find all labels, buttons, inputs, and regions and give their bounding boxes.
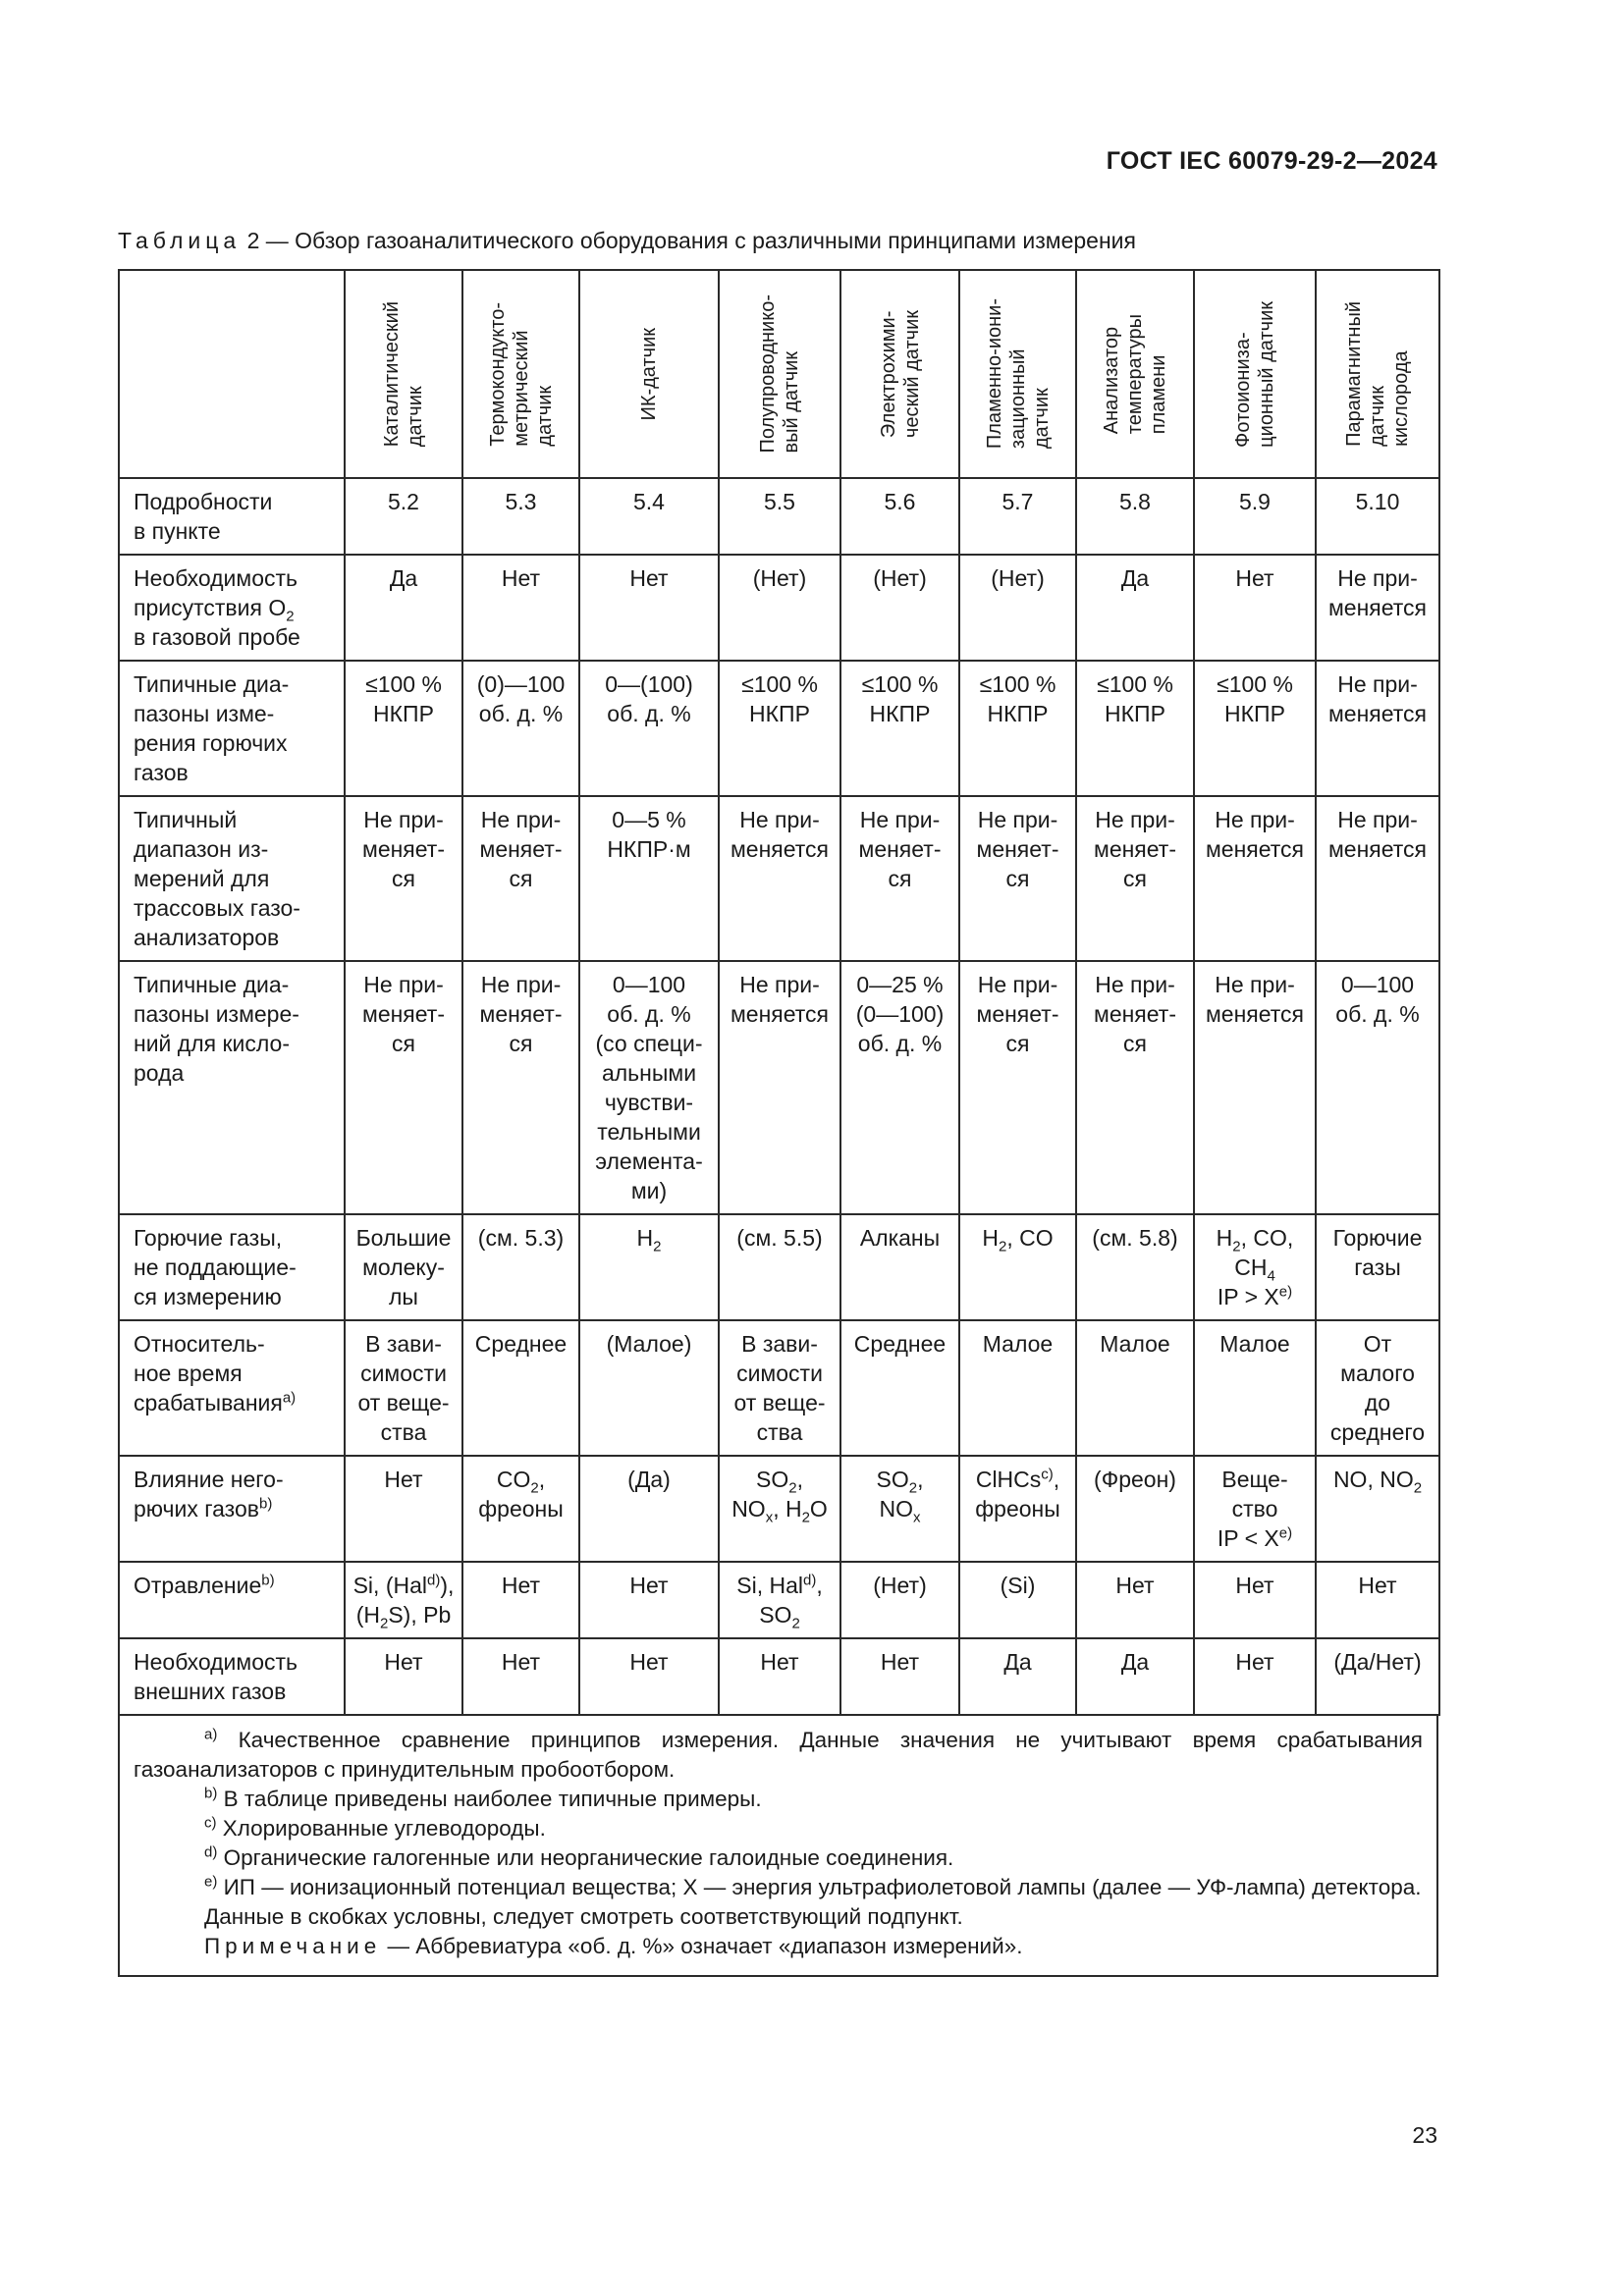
table-cell: ≤100 % НКПР	[1194, 661, 1316, 796]
table-cell: Да	[959, 1638, 1076, 1715]
table-cell: Не при- меняет- ся	[840, 796, 959, 961]
table-cell: Не при- меняет- ся	[959, 796, 1076, 961]
table-row-poisoning	[119, 1562, 1439, 1638]
header-col-thermal-conductivity: Термокондукто- метрический датчик	[462, 270, 579, 478]
table-cell: $CO_2$, фреоны	[462, 1456, 579, 1562]
table-cell: Не при- меняется	[719, 961, 840, 1214]
table-cell: Si, Hal$^{d)}$, $SO_2$	[719, 1562, 840, 1638]
table-cell: ≤100 % НКПР	[840, 661, 959, 796]
table-cell: 5.5	[719, 478, 840, 555]
table-cell: Не при- меняет- ся	[1076, 796, 1194, 961]
table-cell: Не при- меняет- ся	[1076, 961, 1194, 1214]
table-cell: 5.7	[959, 478, 1076, 555]
table-cell: Да	[1076, 1638, 1194, 1715]
table-cell: В зави- симости от веще- ства	[345, 1320, 462, 1456]
table-cell: 5.8	[1076, 478, 1194, 555]
header-col-catalytic: Каталитический датчик	[345, 270, 462, 478]
table-cell: Не при- меняется	[1316, 661, 1439, 796]
gas-analyzer-comparison-table	[118, 269, 1440, 1716]
table-cell: Веще- ство IP < $X^{e)}$	[1194, 1456, 1316, 1562]
table-cell: Нет	[1194, 1638, 1316, 1715]
table-cell: 0—100 об. д. % (со специ- альными чувстви- тельными элемента- ми)	[579, 961, 719, 1214]
row-label: Необходимость присутствия $O_2$ в газовой пробе	[119, 555, 345, 661]
table-cell: Не при- меняет- ся	[462, 961, 579, 1214]
table-cell: $H_2$, CO	[959, 1214, 1076, 1320]
table-cell: ≤100 % НКПР	[719, 661, 840, 796]
table-row-path-range	[119, 796, 1439, 961]
table-cell: (Si)	[959, 1562, 1076, 1638]
header-col-ir: ИК-датчик	[579, 270, 719, 478]
table-cell: Нет	[579, 555, 719, 661]
header-col-flame-temperature: Анализатор температуры пламени	[1076, 270, 1194, 478]
table-cell: (Малое)	[579, 1320, 719, 1456]
table-title-text: 2 — Обзор газоаналитического оборудования с различными принципами измерения	[241, 228, 1136, 253]
row-label: Горючие газы, не поддающие- ся измерению	[119, 1214, 345, 1320]
table-note: Примечание — Аббревиатура «об. д. %» означает «диапазон измерений».	[204, 1934, 1023, 1958]
table-row-details	[119, 478, 1439, 555]
footnote-a: $^{a)}$ Качественное сравнение принципов измерения. Данные значения не учитывают время срабатывания газоанализаторов с принудительным пробоотбором.	[134, 1726, 1423, 1782]
row-label: Типичные диа- пазоны измере- ний для кисло- рода	[119, 961, 345, 1214]
table-cell: Нет	[1194, 1562, 1316, 1638]
table-cell: Не при- меняет- ся	[345, 796, 462, 961]
table-row-response-time	[119, 1320, 1439, 1456]
table-cell: (Фреон)	[1076, 1456, 1194, 1562]
table-cell: $H_2$	[579, 1214, 719, 1320]
page-number: 23	[1412, 2122, 1437, 2148]
table-row-oxygen-ranges	[119, 961, 1439, 1214]
table-cell: Алканы	[840, 1214, 959, 1320]
table-cell: Малое	[1194, 1320, 1316, 1456]
gas-analyzer-table-container	[118, 269, 1438, 1977]
table-cell: (см. 5.5)	[719, 1214, 840, 1320]
table-cell: NO, $NO_2$	[1316, 1456, 1439, 1562]
table-row-o2-need	[119, 555, 1439, 661]
table-cell: Среднее	[840, 1320, 959, 1456]
table-cell: Не при- меняется	[719, 796, 840, 961]
table-cell: Не при- меняется	[1194, 796, 1316, 961]
table-cell: (Нет)	[840, 555, 959, 661]
table-cell: Не при- меняется	[1316, 796, 1439, 961]
table-cell: Не при- меняет- ся	[959, 961, 1076, 1214]
table-cell: (Нет)	[840, 1562, 959, 1638]
table-cell: $H_2$, CO, $CH_4$ IP > $X^{e)}$	[1194, 1214, 1316, 1320]
table-row-non-measurable	[119, 1214, 1439, 1320]
table-row-non-combustible	[119, 1456, 1439, 1562]
table-cell: ClHCs$^{c)}$, фреоны	[959, 1456, 1076, 1562]
table-cell: Нет	[579, 1638, 719, 1715]
table-cell: 5.10	[1316, 478, 1439, 555]
table-cell: 5.3	[462, 478, 579, 555]
table-cell: Нет	[579, 1562, 719, 1638]
table-cell: (см. 5.3)	[462, 1214, 579, 1320]
table-cell: 5.9	[1194, 478, 1316, 555]
table-cell: ≤100 % НКПР	[959, 661, 1076, 796]
table-cell: (см. 5.8)	[1076, 1214, 1194, 1320]
table-cell: (Да)	[579, 1456, 719, 1562]
footnote-b: $^{b)}$ В таблице приведены наиболее типичные примеры.	[204, 1785, 762, 1811]
table-cell: 0—(100) об. д. %	[579, 661, 719, 796]
table-cell: 0—100 об. д. %	[1316, 961, 1439, 1214]
table-cell: Нет	[462, 1638, 579, 1715]
table-cell: 5.4	[579, 478, 719, 555]
table-cell: Нет	[462, 555, 579, 661]
table-footnotes	[118, 1716, 1438, 1977]
table-cell: 5.6	[840, 478, 959, 555]
row-label: Относитель- ное время срабатывания$^{a)}$	[119, 1320, 345, 1456]
table-cell: ≤100 % НКПР	[345, 661, 462, 796]
table-cell: Да	[345, 555, 462, 661]
header-col-flame-ionization: Пламенно-иони- зационный датчик	[959, 270, 1076, 478]
footnote-c: $^{c)}$ Хлорированные углеводороды.	[204, 1814, 546, 1841]
table-cell: Большие молеку- лы	[345, 1214, 462, 1320]
table-cell: Малое	[1076, 1320, 1194, 1456]
footnote-d: $^{d)}$ Органические галогенные или неорганические галоидные соединения.	[204, 1843, 954, 1870]
header-col-semiconductor: Полупроводнико- вый датчик	[719, 270, 840, 478]
table-row-external-gases	[119, 1638, 1439, 1715]
table-cell: Малое	[959, 1320, 1076, 1456]
table-cell: Нет	[462, 1562, 579, 1638]
header-col-electrochemical: Электрохими- ческий датчик	[840, 270, 959, 478]
table-cell: ≤100 % НКПР	[1076, 661, 1194, 796]
table-cell: Нет	[719, 1638, 840, 1715]
table-cell: Среднее	[462, 1320, 579, 1456]
table-cell: Нет	[1194, 555, 1316, 661]
table-cell: Нет	[1316, 1562, 1439, 1638]
table-cell: Не при- меняет- ся	[462, 796, 579, 961]
table-title-label: Таблица	[118, 228, 242, 253]
footnote-e: $^{e)}$ ИП — ионизационный потенциал вещества; X — энергия ультрафиолетовой лампы (далее — УФ-лампа) детектора.	[204, 1873, 1422, 1899]
header-empty-cell	[119, 270, 345, 478]
footnote-brackets: Данные в скобках условны, следует смотреть соответствующий подпункт.	[204, 1904, 963, 1929]
document-standard-header: ГОСТ IEC 60079-29-2—2024	[1106, 147, 1437, 175]
table-row-combustible-ranges	[119, 661, 1439, 796]
table-cell: (0)—100 об. д. %	[462, 661, 579, 796]
table-cell: Нет	[345, 1638, 462, 1715]
table-cell: (Да/Нет)	[1316, 1638, 1439, 1715]
table-cell: $SO_2$, $NO_x$, $H_2O$	[719, 1456, 840, 1562]
table-cell: Да	[1076, 555, 1194, 661]
table-cell: Горючие газы	[1316, 1214, 1439, 1320]
row-label: Отравление$^{b)}$	[119, 1562, 345, 1638]
row-label: Типичный диапазон из- мерений для трассовых газо- анализаторов	[119, 796, 345, 961]
table-cell: Нет	[840, 1638, 959, 1715]
table-cell: Не при- меняется	[1194, 961, 1316, 1214]
table-cell: Не при- меняется	[1316, 555, 1439, 661]
header-col-paramagnetic: Парамагнитный датчик кислорода	[1316, 270, 1439, 478]
table-cell: 0—5 % НКПР·м	[579, 796, 719, 961]
table-cell: 5.2	[345, 478, 462, 555]
row-label: Влияние него- рючих газов$^{b)}$	[119, 1456, 345, 1562]
table-cell: 0—25 % (0—100) об. д. %	[840, 961, 959, 1214]
row-label: Типичные диа- пазоны изме- рения горючих газов	[119, 661, 345, 796]
table-cell: (Нет)	[719, 555, 840, 661]
header-col-photoionization: Фотоиониза- ционный датчик	[1194, 270, 1316, 478]
table-cell: Нет	[1076, 1562, 1194, 1638]
table-cell: От малого до среднего	[1316, 1320, 1439, 1456]
row-label: Необходимость внешних газов	[119, 1638, 345, 1715]
table-cell: В зави- симости от веще- ства	[719, 1320, 840, 1456]
table-cell: Si, (Hal$^{d)}$), $(H_2S)$, Pb	[345, 1562, 462, 1638]
table-header-row	[119, 270, 1439, 478]
table-cell: Нет	[345, 1456, 462, 1562]
table-cell: $SO_2$, $NO_x$	[840, 1456, 959, 1562]
row-label: Подробности в пункте	[119, 478, 345, 555]
table-cell: Не при- меняет- ся	[345, 961, 462, 1214]
table-cell: (Нет)	[959, 555, 1076, 661]
table-title	[118, 228, 1136, 254]
